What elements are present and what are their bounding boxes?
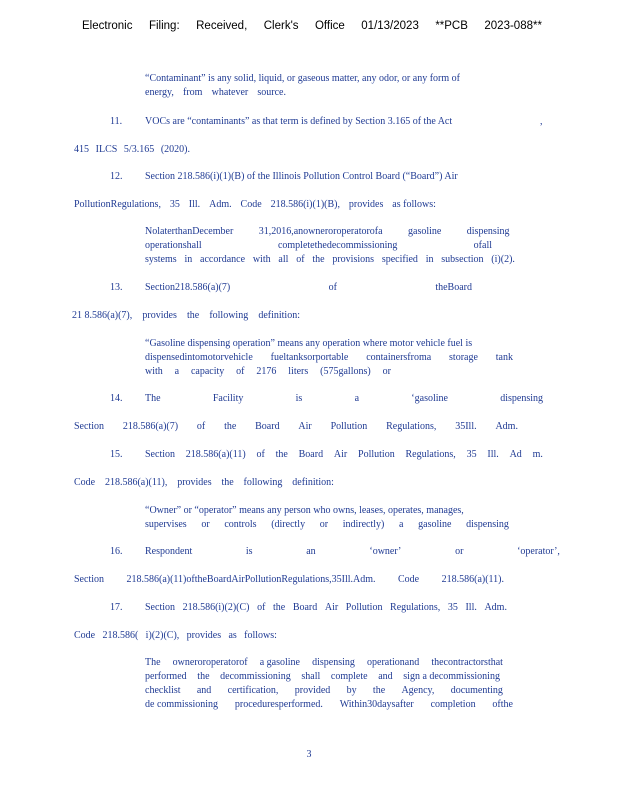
quote-gdo-line-3: with a capacity of 2176 liters (575gallons) or	[145, 366, 391, 377]
paragraph-14-line-1: The Facility is a ‘gasoline dispensing	[145, 393, 543, 404]
paragraph-12-line-1: Section 218.586(i)(1)(B) of the Illinois Pollution Control Board (“Board”) Air	[145, 171, 458, 182]
quote-decommission-line-3: systems in accordance with all of the provisions specified in subsection (i)(2).	[145, 254, 515, 265]
paragraph-number-14: 14.	[110, 393, 123, 404]
quote-checklist-line-2: performed the decommissioning shall complete and sign a decommissioning	[145, 671, 500, 682]
quote-contaminant-line-2: energy, from whatever source.	[145, 87, 286, 98]
header-filing: Filing:	[148, 20, 180, 32]
header-pcb: **PCB	[435, 20, 468, 32]
header-case-number: 2023-088**	[484, 20, 542, 32]
quote-decommission-line-1: NolaterthanDecember 31,2016,anowneroroperatorofa gasoline dispensing	[145, 226, 510, 237]
header-received: Received,	[196, 20, 248, 32]
paragraph-17-line-2: Code 218.586( i)(2)(C), provides as follows:	[74, 630, 277, 641]
paragraph-11-comma: ,	[540, 116, 543, 127]
paragraph-number-16: 16.	[110, 546, 123, 557]
paragraph-15-line-2: Code 218.586(a)(11), provides the following definition:	[74, 477, 334, 488]
header-office: Office	[314, 20, 345, 32]
paragraph-16-line-1: Respondent is an ‘owner’ or ‘operator’,	[145, 546, 560, 557]
header-date: 01/13/2023	[361, 20, 419, 32]
paragraph-12-line-2: PollutionRegulations, 35 Ill. Adm. Code 218.586(i)(1)(B), provides as follows:	[74, 199, 436, 210]
paragraph-17-line-1: Section 218.586(i)(2)(C) of the Board Air Pollution Regulations, 35 Ill. Adm.	[145, 602, 507, 613]
header-clerks: Clerk's	[263, 20, 299, 32]
paragraph-number-11: 11.	[110, 116, 123, 127]
paragraph-16-line-2: Section 218.586(a)(11)oftheBoardAirPollutionRegulations,35Ill.Adm. Code 218.586(a)(11).	[74, 574, 504, 585]
paragraph-number-17: 17.	[110, 602, 123, 613]
quote-decommission-line-2: operationshall completethedecommissioning ofall	[145, 240, 492, 251]
quote-gdo-line-2: dispensedintomotorvehicle fueltanksorportable containersfroma storage tank	[145, 352, 513, 363]
quote-owner-line-2: supervises or controls (directly or indirectly) a gasoline dispensing	[145, 519, 509, 530]
paragraph-14-line-2: Section 218.586(a)(7) of the Board Air Pollution Regulations, 35Ill. Adm.	[74, 421, 518, 432]
paragraph-13-line-2: 21 8.586(a)(7), provides the following definition:	[72, 310, 300, 321]
quote-checklist-line-4: de commissioning proceduresperformed. Within30daysafter completion ofthe	[145, 699, 513, 710]
header-electronic: Electronic	[82, 20, 133, 32]
filing-header	[82, 20, 542, 32]
quote-checklist-line-3: checklist and certification, provided by the Agency, documenting	[145, 685, 503, 696]
paragraph-13-line-1: Section218.586(a)(7) of theBoard	[145, 282, 472, 293]
paragraph-number-13: 13.	[110, 282, 123, 293]
paragraph-11-line-1: VOCs are “contaminants” as that term is defined by Section 3.165 of the Act	[145, 116, 453, 127]
quote-gdo-line-1: “Gasoline dispensing operation” means any operation where motor vehicle fuel is	[145, 338, 473, 349]
paragraph-15-line-1: Section 218.586(a)(11) of the Board Air Pollution Regulations, 35 Ill. Ad m.	[145, 449, 543, 460]
quote-contaminant-line-1: “Contaminant” is any solid, liquid, or gaseous matter, any odor, or any form of	[145, 73, 460, 84]
quote-checklist-line-1: The owneroroperatorof a gasoline dispensing operationand thecontractorsthat	[145, 657, 503, 668]
page-number: 3	[306, 749, 312, 760]
paragraph-11-line-2: 415 ILCS 5/3.165 (2020).	[74, 144, 190, 155]
paragraph-number-15: 15.	[110, 449, 123, 460]
quote-owner-line-1: “Owner” or “operator” means any person who owns, leases, operates, manages,	[145, 505, 464, 516]
paragraph-number-12: 12.	[110, 171, 123, 182]
